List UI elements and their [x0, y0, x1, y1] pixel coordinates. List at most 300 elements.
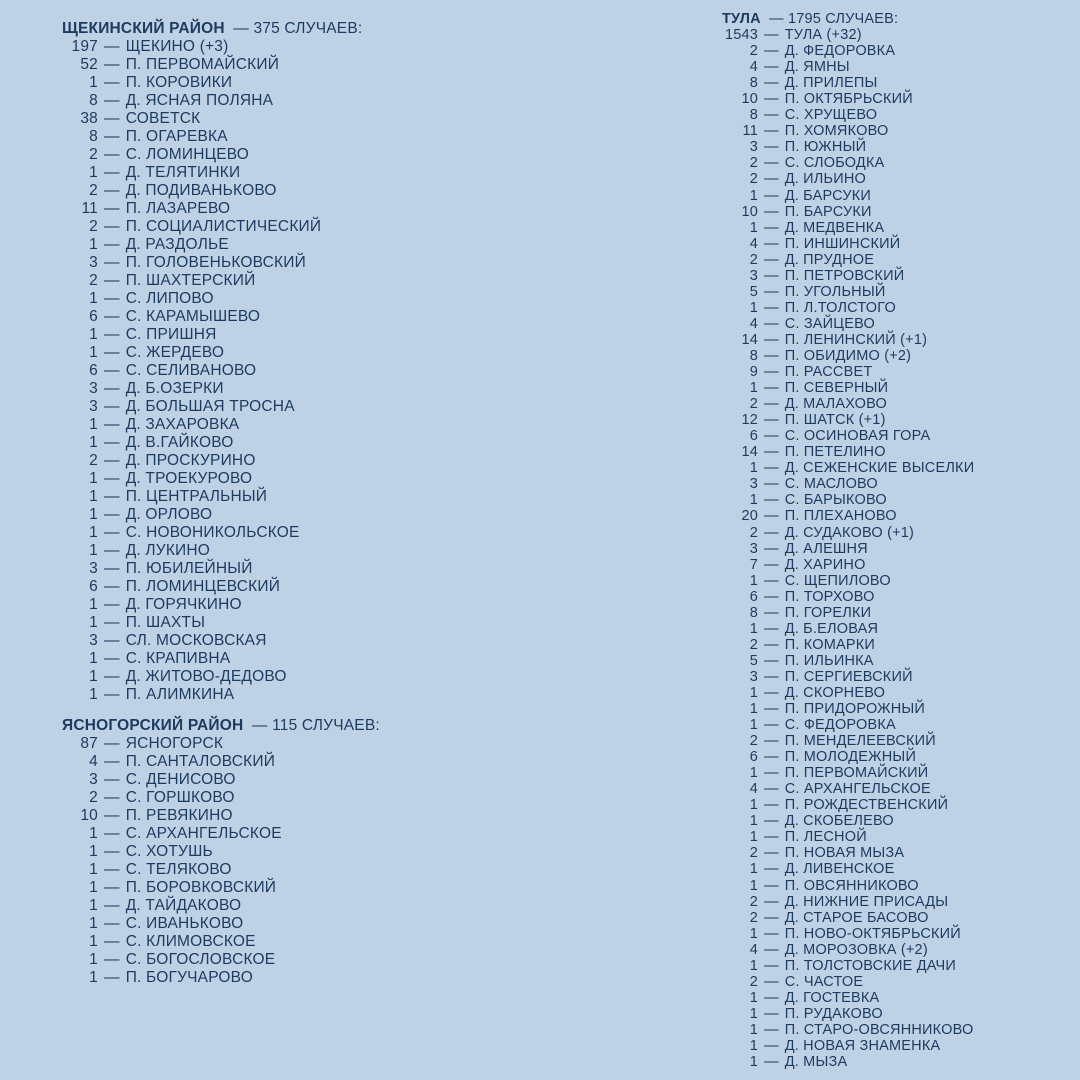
place-name: П. ЛОМИНЦЕВСКИЙ — [125, 578, 281, 595]
dash-separator: — — [104, 632, 120, 649]
case-count: 1 — [89, 879, 98, 896]
case-count: 8 — [89, 92, 98, 109]
case-row — [62, 344, 382, 362]
dash-separator: — — [764, 43, 779, 60]
place-name: П. СЕРГИЕВСКИЙ — [784, 668, 913, 685]
dash-separator: — — [764, 1021, 779, 1038]
dash-separator: — — [104, 524, 120, 541]
case-count: 12 — [741, 412, 758, 429]
dash-separator: — — [104, 200, 120, 217]
case-row — [722, 107, 974, 123]
place-name: С. ЧАСТОЕ — [784, 973, 864, 990]
place-name: П. МОЛОДЕЖНЫЙ — [784, 749, 917, 766]
case-row — [722, 508, 974, 524]
case-row — [722, 188, 974, 204]
case-row — [722, 878, 974, 894]
case-row — [62, 398, 382, 416]
case-count: 1 — [89, 933, 98, 950]
dash-separator: — — [764, 267, 779, 284]
case-count: 1 — [749, 684, 758, 701]
place-name: П. НОВАЯ МЫЗА — [784, 845, 905, 862]
dash-separator: — — [104, 951, 120, 968]
place-name: ЯСНОГОРСК — [125, 735, 224, 752]
dash-separator: — — [764, 1038, 779, 1054]
place-name: Д. СКОБЕЛЕВО — [784, 813, 894, 830]
case-count: 1 — [89, 344, 98, 361]
place-name: Д. ПРИЛЕПЫ — [784, 75, 878, 92]
dash-separator: — — [104, 218, 120, 235]
place-name: С. ПРИШНЯ — [125, 326, 217, 343]
place-name: Д. СУДАКОВО (+1) — [784, 524, 915, 541]
dash-separator: — — [764, 781, 779, 798]
case-count: 6 — [749, 588, 758, 605]
case-count: 4 — [89, 753, 98, 770]
case-count: 2 — [749, 171, 758, 188]
dash-separator: — — [104, 326, 120, 343]
case-count: 11 — [81, 200, 98, 217]
place-name: С. ХРУЩЕВО — [784, 107, 878, 124]
case-count: 2 — [749, 893, 758, 910]
case-count: 2 — [749, 973, 758, 990]
dash-separator: — — [104, 578, 120, 595]
place-name: П. ОБИДИМО (+2) — [784, 347, 912, 364]
case-count: 1 — [749, 219, 758, 236]
case-row — [722, 252, 974, 268]
case-row — [722, 139, 974, 155]
dash-separator: — — [764, 765, 779, 782]
dash-separator: — — [764, 973, 779, 990]
case-count: 1 — [749, 717, 758, 734]
place-name: П. ХОМЯКОВО — [784, 123, 889, 140]
dash-separator: — — [104, 614, 120, 631]
section-header — [62, 717, 382, 735]
place-name: П. УГОЛЬНЫЙ — [784, 283, 886, 300]
case-count: 1 — [749, 861, 758, 878]
place-name: П. ТОЛСТОВСКИЕ ДАЧИ — [784, 957, 956, 974]
case-count: 20 — [741, 508, 758, 525]
case-count: 3 — [749, 267, 758, 284]
case-count: 2 — [89, 272, 98, 289]
place-name: С. МАСЛОВО — [784, 476, 878, 493]
case-count: 2 — [749, 155, 758, 172]
case-count: 6 — [749, 749, 758, 766]
case-count: 1 — [749, 797, 758, 814]
case-row — [62, 879, 382, 897]
place-name: Д. ГОСТЕВКА — [784, 989, 880, 1006]
place-name: Д. МАЛАХОВО — [784, 396, 887, 413]
case-count: 1 — [89, 434, 98, 451]
case-row — [722, 412, 974, 428]
case-row — [62, 915, 382, 933]
case-count: 1 — [89, 825, 98, 842]
place-name: П. ИНШИНСКИЙ — [784, 235, 901, 252]
case-row — [722, 428, 974, 444]
dash-separator: — — [104, 915, 120, 932]
place-name: П. БОГУЧАРОВО — [125, 969, 253, 986]
case-count: 1 — [749, 877, 758, 894]
dash-separator: — — [764, 123, 779, 140]
place-name: Д. ЯМНЫ — [784, 59, 850, 76]
place-name: СЛ. МОСКОВСКАЯ — [125, 632, 267, 649]
place-name: С. СЛОБОДКА — [784, 155, 885, 172]
case-row — [722, 364, 974, 380]
case-row — [62, 650, 382, 668]
dash-separator: — — [104, 807, 120, 824]
case-count: 1 — [89, 326, 98, 343]
place-name: С. КРАПИВНА — [125, 650, 231, 667]
dash-separator: — — [104, 398, 120, 415]
case-count: 1 — [89, 668, 98, 685]
section-case-total: — 115 СЛУЧАЕВ: — [251, 717, 380, 734]
case-count: 6 — [89, 578, 98, 595]
place-name: Д. ИЛЬИНО — [784, 171, 867, 188]
case-count: 4 — [749, 59, 758, 76]
case-count: 6 — [749, 428, 758, 445]
dash-separator: — — [104, 488, 120, 505]
place-name: П. ПЕТЕЛИНО — [784, 444, 886, 461]
case-row — [722, 204, 974, 220]
dash-separator: — — [764, 829, 779, 846]
dash-separator: — — [764, 540, 779, 557]
case-count: 38 — [80, 110, 98, 127]
dash-separator: — — [764, 59, 779, 76]
dash-separator: — — [764, 524, 779, 541]
case-count: 11 — [742, 123, 758, 140]
place-name: П. ПЕРВОМАЙСКИЙ — [125, 56, 280, 73]
case-count: 10 — [741, 91, 758, 108]
case-row — [722, 926, 974, 942]
case-count: 1 — [89, 506, 98, 523]
case-count: 1 — [89, 915, 98, 932]
case-row — [722, 1022, 974, 1038]
dash-separator: — — [764, 299, 779, 316]
case-row — [722, 91, 974, 107]
place-name: П. ТОРХОВО — [784, 588, 875, 605]
dash-separator: — — [104, 789, 120, 806]
dash-separator: — — [104, 560, 120, 577]
place-name: Д. СКОРНЕВО — [784, 684, 886, 701]
place-name: Д. ПРОСКУРИНО — [125, 452, 256, 469]
place-name: П. СТАРО-ОВСЯННИКОВО — [784, 1021, 974, 1038]
case-count: 14 — [741, 331, 758, 348]
dash-separator: — — [764, 107, 779, 124]
case-count: 2 — [89, 789, 98, 806]
place-name: С. ГОРШКОВО — [125, 789, 235, 806]
dash-separator: — — [104, 735, 120, 752]
dash-separator: — — [764, 91, 779, 108]
place-name: П. ШАТСК (+1) — [784, 412, 886, 429]
place-name: Д. ЛИВЕНСКОЕ — [784, 861, 895, 878]
place-name: С. ИВАНЬКОВО — [125, 915, 244, 932]
case-row — [722, 589, 974, 605]
case-row — [722, 845, 974, 861]
case-count: 3 — [89, 254, 98, 271]
case-count: 1 — [749, 925, 758, 942]
case-count: 1 — [749, 1021, 758, 1038]
column-right — [722, 11, 974, 1070]
place-name: С. АРХАНГЕЛЬСКОЕ — [784, 781, 931, 798]
case-count: 10 — [80, 807, 98, 824]
place-name: Д. ЗАХАРОВКА — [125, 416, 240, 433]
case-count: 2 — [749, 524, 758, 541]
dash-separator: — — [104, 686, 120, 703]
case-row — [722, 1006, 974, 1022]
section-title: ТУЛА — [722, 11, 761, 27]
dash-separator: — — [104, 416, 120, 433]
dash-separator: — — [764, 492, 779, 509]
dash-separator: — — [104, 74, 120, 91]
dash-separator: — — [104, 128, 120, 145]
case-row — [62, 969, 382, 987]
case-row — [722, 220, 974, 236]
place-name: П. ЮБИЛЕЙНЫЙ — [125, 560, 253, 577]
dash-separator: — — [104, 861, 120, 878]
place-name: С. ЛОМИНЦЕВО — [125, 146, 250, 163]
dash-separator: — — [764, 428, 779, 445]
case-row — [722, 171, 974, 187]
dash-separator: — — [764, 476, 779, 493]
place-name: Д. БОЛЬШАЯ ТРОСНА — [125, 398, 295, 415]
case-row — [722, 990, 974, 1006]
dash-separator: — — [764, 652, 779, 669]
dash-separator: — — [104, 236, 120, 253]
case-row — [722, 268, 974, 284]
place-name: П. ГОРЕЛКИ — [784, 604, 872, 621]
case-row — [62, 771, 382, 789]
place-name: П. БОРОВКОВСКИЙ — [125, 879, 277, 896]
dash-separator: — — [104, 542, 120, 559]
case-count: 8 — [749, 604, 758, 621]
dash-separator: — — [764, 733, 779, 750]
place-name: С. СЕЛИВАНОВО — [125, 362, 257, 379]
case-count: 197 — [71, 38, 98, 55]
case-count: 1 — [89, 74, 98, 91]
dash-separator: — — [104, 434, 120, 451]
case-row — [62, 200, 382, 218]
case-row — [62, 506, 382, 524]
dash-separator: — — [764, 396, 779, 413]
dash-separator: — — [764, 909, 779, 926]
place-name: П. ГОЛОВЕНЬКОВСКИЙ — [125, 254, 306, 271]
case-row — [62, 825, 382, 843]
case-row — [722, 1054, 974, 1070]
dash-separator: — — [104, 753, 120, 770]
case-row — [722, 284, 974, 300]
case-count: 3 — [89, 632, 98, 649]
place-name: Д. ТАЙДАКОВО — [125, 897, 242, 914]
case-row — [62, 542, 382, 560]
case-row — [62, 326, 382, 344]
case-count: 4 — [749, 941, 758, 958]
case-count: 6 — [89, 308, 98, 325]
case-row — [62, 236, 382, 254]
case-row — [722, 958, 974, 974]
place-name: С. КАРАМЫШЕВО — [125, 308, 261, 325]
dash-separator: — — [104, 969, 120, 986]
case-count: 3 — [749, 139, 758, 156]
dash-separator: — — [104, 650, 120, 667]
case-count: 1 — [89, 290, 98, 307]
case-row — [722, 910, 974, 926]
place-name: П. РОЖДЕСТВЕНСКИЙ — [784, 797, 949, 814]
case-count: 1 — [749, 813, 758, 830]
place-name: П. МЕНДЕЛЕЕВСКИЙ — [784, 733, 936, 750]
case-count: 2 — [749, 845, 758, 862]
dash-separator: — — [104, 843, 120, 860]
case-count: 5 — [749, 652, 758, 669]
place-name: П. ПЕРВОМАЙСКИЙ — [784, 765, 929, 782]
case-row — [722, 236, 974, 252]
case-row — [62, 560, 382, 578]
place-name: Д. ОРЛОВО — [125, 506, 213, 523]
section-header — [62, 20, 382, 38]
dash-separator: — — [764, 620, 779, 637]
dash-separator: — — [764, 925, 779, 942]
dash-separator: — — [764, 636, 779, 653]
case-count: 1 — [89, 236, 98, 253]
case-row — [722, 813, 974, 829]
case-row — [722, 637, 974, 653]
dash-separator: — — [764, 893, 779, 910]
dash-separator: — — [764, 235, 779, 252]
place-name: П. БАРСУКИ — [784, 203, 872, 220]
place-name: С. ХОТУШЬ — [125, 843, 213, 860]
case-row — [62, 434, 382, 452]
place-name: Д. Б.ЕЛОВАЯ — [784, 620, 879, 637]
place-name: ЩЕКИНО (+3) — [125, 38, 229, 55]
dash-separator: — — [764, 171, 779, 188]
case-count: 10 — [741, 203, 758, 220]
dash-separator: — — [104, 452, 120, 469]
case-count: 2 — [749, 43, 758, 60]
dash-separator: — — [764, 508, 779, 525]
place-name: С. ОСИНОВАЯ ГОРА — [784, 428, 931, 445]
place-name: Д. ФЕДОРОВКА — [784, 43, 896, 60]
place-name: Д. Б.ОЗЕРКИ — [125, 380, 224, 397]
place-name: Д. СТАРОЕ БАСОВО — [784, 909, 929, 926]
case-count: 1 — [89, 861, 98, 878]
section-title: ЩЕКИНСКИЙ РАЙОН — [62, 20, 225, 37]
dash-separator: — — [104, 110, 120, 127]
case-row — [722, 557, 974, 573]
case-row — [722, 541, 974, 557]
dash-separator: — — [104, 933, 120, 950]
case-row — [62, 614, 382, 632]
case-row — [722, 717, 974, 733]
case-row — [62, 164, 382, 182]
column-left — [62, 20, 382, 987]
dash-separator: — — [764, 139, 779, 156]
place-name: С. ЗАЙЦЕВО — [784, 315, 875, 332]
place-name: С. ЩЕПИЛОВО — [784, 572, 891, 589]
district-section — [722, 11, 974, 1070]
place-name: П. Л.ТОЛСТОГО — [784, 299, 896, 316]
place-name: Д. НОВАЯ ЗНАМЕНКА — [784, 1038, 941, 1054]
section-title: ЯСНОГОРСКИЙ РАЙОН — [62, 717, 244, 734]
dash-separator: — — [104, 308, 120, 325]
case-row — [722, 396, 974, 412]
dash-separator: — — [104, 344, 120, 361]
place-name: С. ТЕЛЯКОВО — [125, 861, 232, 878]
case-row — [62, 218, 382, 236]
case-row — [62, 362, 382, 380]
place-name: П. РУДАКОВО — [784, 1005, 883, 1022]
case-count: 2 — [89, 218, 98, 235]
dash-separator: — — [104, 470, 120, 487]
dash-separator: — — [764, 941, 779, 958]
place-name: Д. МОРОЗОВКА (+2) — [784, 941, 928, 958]
place-name: С. ЛИПОВО — [125, 290, 214, 307]
case-row — [722, 797, 974, 813]
case-row — [62, 632, 382, 650]
case-row — [62, 56, 382, 74]
place-name: П. ШАХТЫ — [125, 614, 206, 631]
case-count: 8 — [749, 347, 758, 364]
place-name: Д. АЛЕШНЯ — [784, 540, 868, 557]
case-row — [722, 348, 974, 364]
section-case-total: — 1795 СЛУЧАЕВ: — [769, 11, 899, 27]
place-name: ТУЛА (+32) — [784, 27, 862, 44]
case-row — [722, 653, 974, 669]
place-name: Д. ТРОЕКУРОВО — [125, 470, 253, 487]
case-row — [722, 380, 974, 396]
dash-separator: — — [764, 75, 779, 92]
case-count: 1 — [89, 614, 98, 631]
case-count: 1 — [749, 829, 758, 846]
case-count: 2 — [749, 251, 758, 268]
case-row — [722, 460, 974, 476]
case-row — [722, 123, 974, 139]
dash-separator: — — [764, 331, 779, 348]
place-name: П. ПРИДОРОЖНЫЙ — [784, 701, 926, 718]
case-row — [62, 735, 382, 753]
case-row — [722, 492, 974, 508]
case-count: 3 — [749, 540, 758, 557]
dash-separator: — — [104, 506, 120, 523]
dash-separator: — — [764, 347, 779, 364]
place-name: П. САНТАЛОВСКИЙ — [125, 753, 276, 770]
case-row — [722, 894, 974, 910]
place-name: Д. МЫЗА — [784, 1054, 848, 1071]
case-row — [62, 470, 382, 488]
place-name: П. КОРОВИКИ — [125, 74, 233, 91]
case-row — [722, 669, 974, 685]
case-row — [62, 951, 382, 969]
place-name: С. ДЕНИСОВО — [125, 771, 236, 788]
place-name: С. БОГОСЛОВСКОЕ — [125, 951, 276, 968]
case-row — [722, 1038, 974, 1054]
case-count: 3 — [89, 771, 98, 788]
case-count: 5 — [749, 283, 758, 300]
case-count: 3 — [89, 380, 98, 397]
dash-separator: — — [764, 460, 779, 477]
place-name: С. ФЕДОРОВКА — [784, 717, 896, 734]
case-row — [62, 290, 382, 308]
dash-separator: — — [764, 845, 779, 862]
place-name: С. КЛИМОВСКОЕ — [125, 933, 256, 950]
case-row — [722, 829, 974, 845]
case-count: 1 — [89, 843, 98, 860]
case-row — [722, 300, 974, 316]
case-count: 1 — [749, 701, 758, 718]
place-name: С. НОВОНИКОЛЬСКОЕ — [125, 524, 300, 541]
dash-separator: — — [764, 380, 779, 397]
case-count: 9 — [749, 364, 758, 381]
case-count: 4 — [749, 781, 758, 798]
case-row — [722, 155, 974, 171]
case-row — [722, 621, 974, 637]
case-count: 7 — [749, 556, 758, 573]
